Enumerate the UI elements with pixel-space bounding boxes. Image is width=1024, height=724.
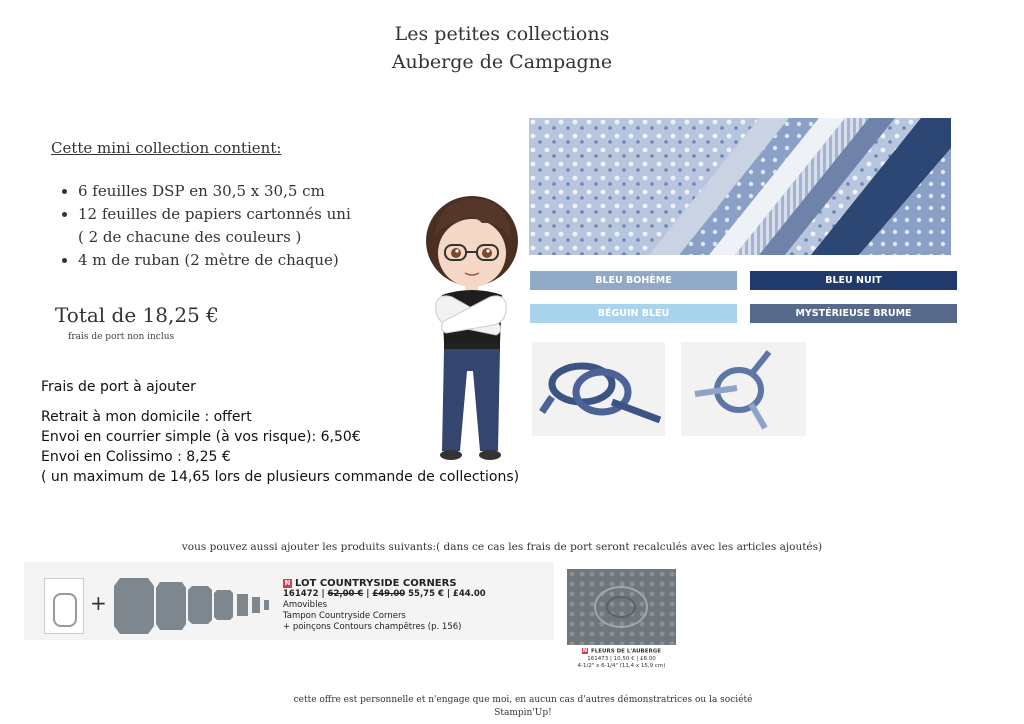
folder-ref: 161473 | 10,50 € | £8.00 <box>587 655 656 662</box>
plus-sign: + <box>90 591 107 615</box>
color-swatch-mysterieuse-brume: MYSTÉRIEUSE BRUME <box>750 304 957 323</box>
contents-item: • 6 feuilles DSP en 30,5 x 30,5 cm <box>78 180 351 203</box>
lot-old-price-gbp: £49.00 <box>372 589 406 599</box>
folder-info <box>567 648 676 670</box>
total-price: Total de 18,25 € <box>55 303 219 327</box>
lot-title: LOT COUNTRYSIDE CORNERS <box>295 578 457 589</box>
shipping-line: Envoi en courrier simple (à vos risque): 6,50€ <box>41 429 361 445</box>
folder-title: FLEURS DE L'AUBERGE <box>590 648 662 655</box>
lot-info <box>283 578 486 633</box>
color-swatch-beguin-bleu: BÉGUIN BLEU <box>530 304 737 323</box>
contents-heading: Cette mini collection contient: <box>51 139 282 157</box>
avatar-illustration <box>420 193 522 463</box>
lot-old-price-eur: 62,00 € <box>327 589 364 599</box>
new-badge: N <box>582 648 588 654</box>
lot-line: + poinçons Contours champêtres (p. 156) <box>283 622 462 632</box>
shipping-line: Frais de port à ajouter <box>41 379 196 395</box>
contents-item: • 4 m de ruban (2 mètre de chaque) <box>78 249 351 272</box>
lot-new-price-gbp: | £44.00 <box>446 589 486 599</box>
addons-intro: vous pouvez aussi ajouter les produits suivants:( dans ce cas les frais de port seront recalculés avec les articles ajoutés) <box>181 541 823 553</box>
lot-new-price-eur: 55,75 € <box>408 589 444 599</box>
shipping-line: ( un maximum de 14,65 lors de plusieurs commande de collections) <box>41 469 520 485</box>
lot-line: Amovibles <box>283 600 328 610</box>
contents-list <box>52 180 351 272</box>
shipping-line: Envoi en Colissimo : 8,25 € <box>41 449 231 465</box>
new-badge: N <box>284 578 291 587</box>
lot-sep: | <box>366 589 370 599</box>
patterned-paper-image <box>529 118 951 255</box>
footer-company: Stampin'Up! <box>494 708 552 718</box>
contents-item-text: 12 feuilles de papiers cartonnés uni <box>78 205 351 223</box>
lot-ref: 161472 | <box>283 589 325 599</box>
stamp-pack-image <box>44 578 84 634</box>
dies-image <box>112 578 272 634</box>
color-swatch-bleu-nuit: BLEU NUIT <box>750 271 957 290</box>
total-note: frais de port non inclus <box>68 332 175 342</box>
lot-line: Tampon Countryside Corners <box>283 611 406 621</box>
ribbon-image-light <box>681 342 806 436</box>
folder-size: 4-1/2" x 6-1/4" (11,4 x 15,9 cm) <box>577 662 666 669</box>
embossing-folder-image <box>567 569 676 645</box>
contents-item <box>78 203 351 249</box>
color-swatch-bleu-boheme: BLEU BOHÈME <box>530 271 737 290</box>
footer-disclaimer: cette offre est personnelle et n'engage que moi, en aucun cas d'autres démonstratrices ou la société <box>293 695 753 705</box>
page-title: Les petites collections <box>394 23 610 45</box>
shipping-line: Retrait à mon domicile : offert <box>41 409 252 425</box>
contents-item-continuation: ( 2 de chacune des couleurs ) <box>78 228 302 246</box>
ribbon-image-dark <box>532 342 665 436</box>
page-subtitle: Auberge de Campagne <box>391 51 613 73</box>
